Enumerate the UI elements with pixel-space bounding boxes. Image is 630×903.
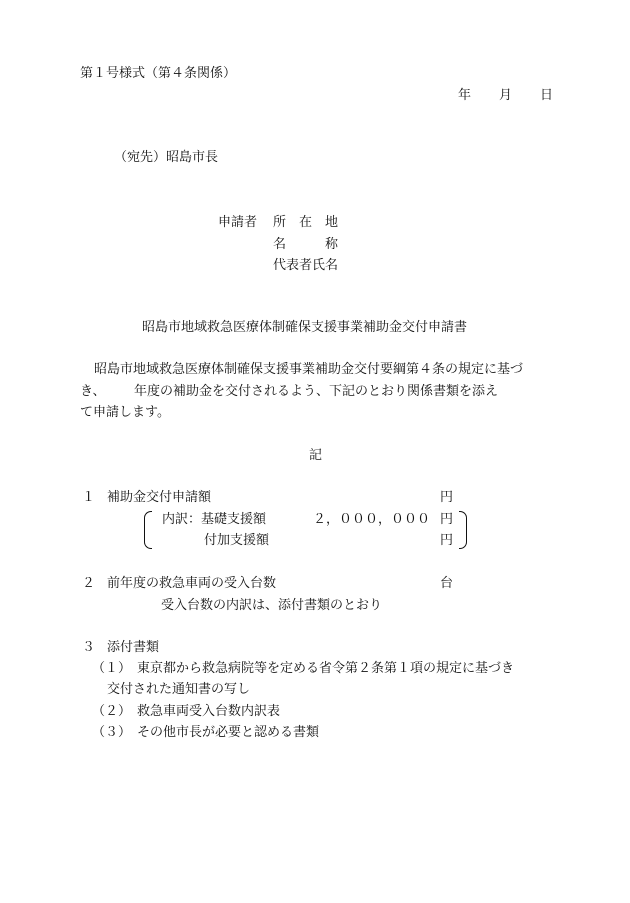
ki-heading: 記	[309, 448, 323, 463]
body-line-3: て申請します。	[80, 405, 170, 420]
item2-number: ２	[82, 576, 96, 591]
attachment-2-text: 救急車両受入台数内訳表	[137, 704, 281, 719]
attachment-3-number: （３）	[92, 725, 132, 740]
breakdown-basic-value: ２，０００，０００	[313, 512, 431, 527]
representative-label: 代表者氏名	[273, 258, 339, 273]
breakdown-bracket-right	[459, 511, 467, 549]
breakdown-additional-label: 付加支援額	[204, 533, 270, 548]
date-month-label: 月	[499, 88, 513, 103]
address-label: 所 在 地	[273, 215, 339, 230]
item3-number: ３	[82, 640, 96, 655]
date-day-label: 日	[540, 88, 554, 103]
applicant-label: 申請者	[218, 215, 258, 230]
name-label: 名 称	[273, 237, 339, 252]
document-title: 昭島市地域救急医療体制確保支援事業補助金交付申請書	[142, 320, 468, 335]
item2-label: 前年度の救急車両の受入台数	[107, 576, 277, 591]
attachment-3-text: その他市長が必要と認める書類	[137, 725, 320, 740]
breakdown-additional-unit: 円	[440, 533, 454, 548]
item1-label: 補助金交付申請額	[107, 490, 212, 505]
item2-unit: 台	[440, 576, 454, 591]
breakdown-basic-unit: 円	[440, 512, 454, 527]
attachment-1-text-continued: 交付された通知書の写し	[107, 682, 251, 697]
attachment-1-number: （１）	[92, 661, 132, 676]
attachment-2-number: （２）	[92, 704, 132, 719]
item1-number: １	[82, 490, 96, 505]
attachment-1-text: 東京都から救急病院等を定める省令第２条第１項の規定に基づき	[137, 661, 515, 676]
body-line-1: 昭島市地域救急医療体制確保支援事業補助金交付要綱第４条の規定に基づ	[94, 362, 524, 377]
item3-label: 添付書類	[107, 640, 160, 655]
date-year-label: 年	[458, 88, 472, 103]
addressee: （宛先）昭島市長	[114, 150, 219, 165]
breakdown-basic-label: 内訳：基礎支援額	[162, 512, 267, 527]
form-number: 第１号様式（第４条関係）	[80, 66, 237, 81]
item1-unit: 円	[440, 490, 454, 505]
body-line-2-end: 年度の補助金を交付されるよう、下記のとおり関係書類を添え	[134, 384, 499, 399]
item2-note: 受入台数の内訳は、添付書類のとおり	[161, 598, 383, 613]
breakdown-bracket-left	[144, 511, 152, 549]
body-line-2-start: き、	[80, 384, 106, 399]
